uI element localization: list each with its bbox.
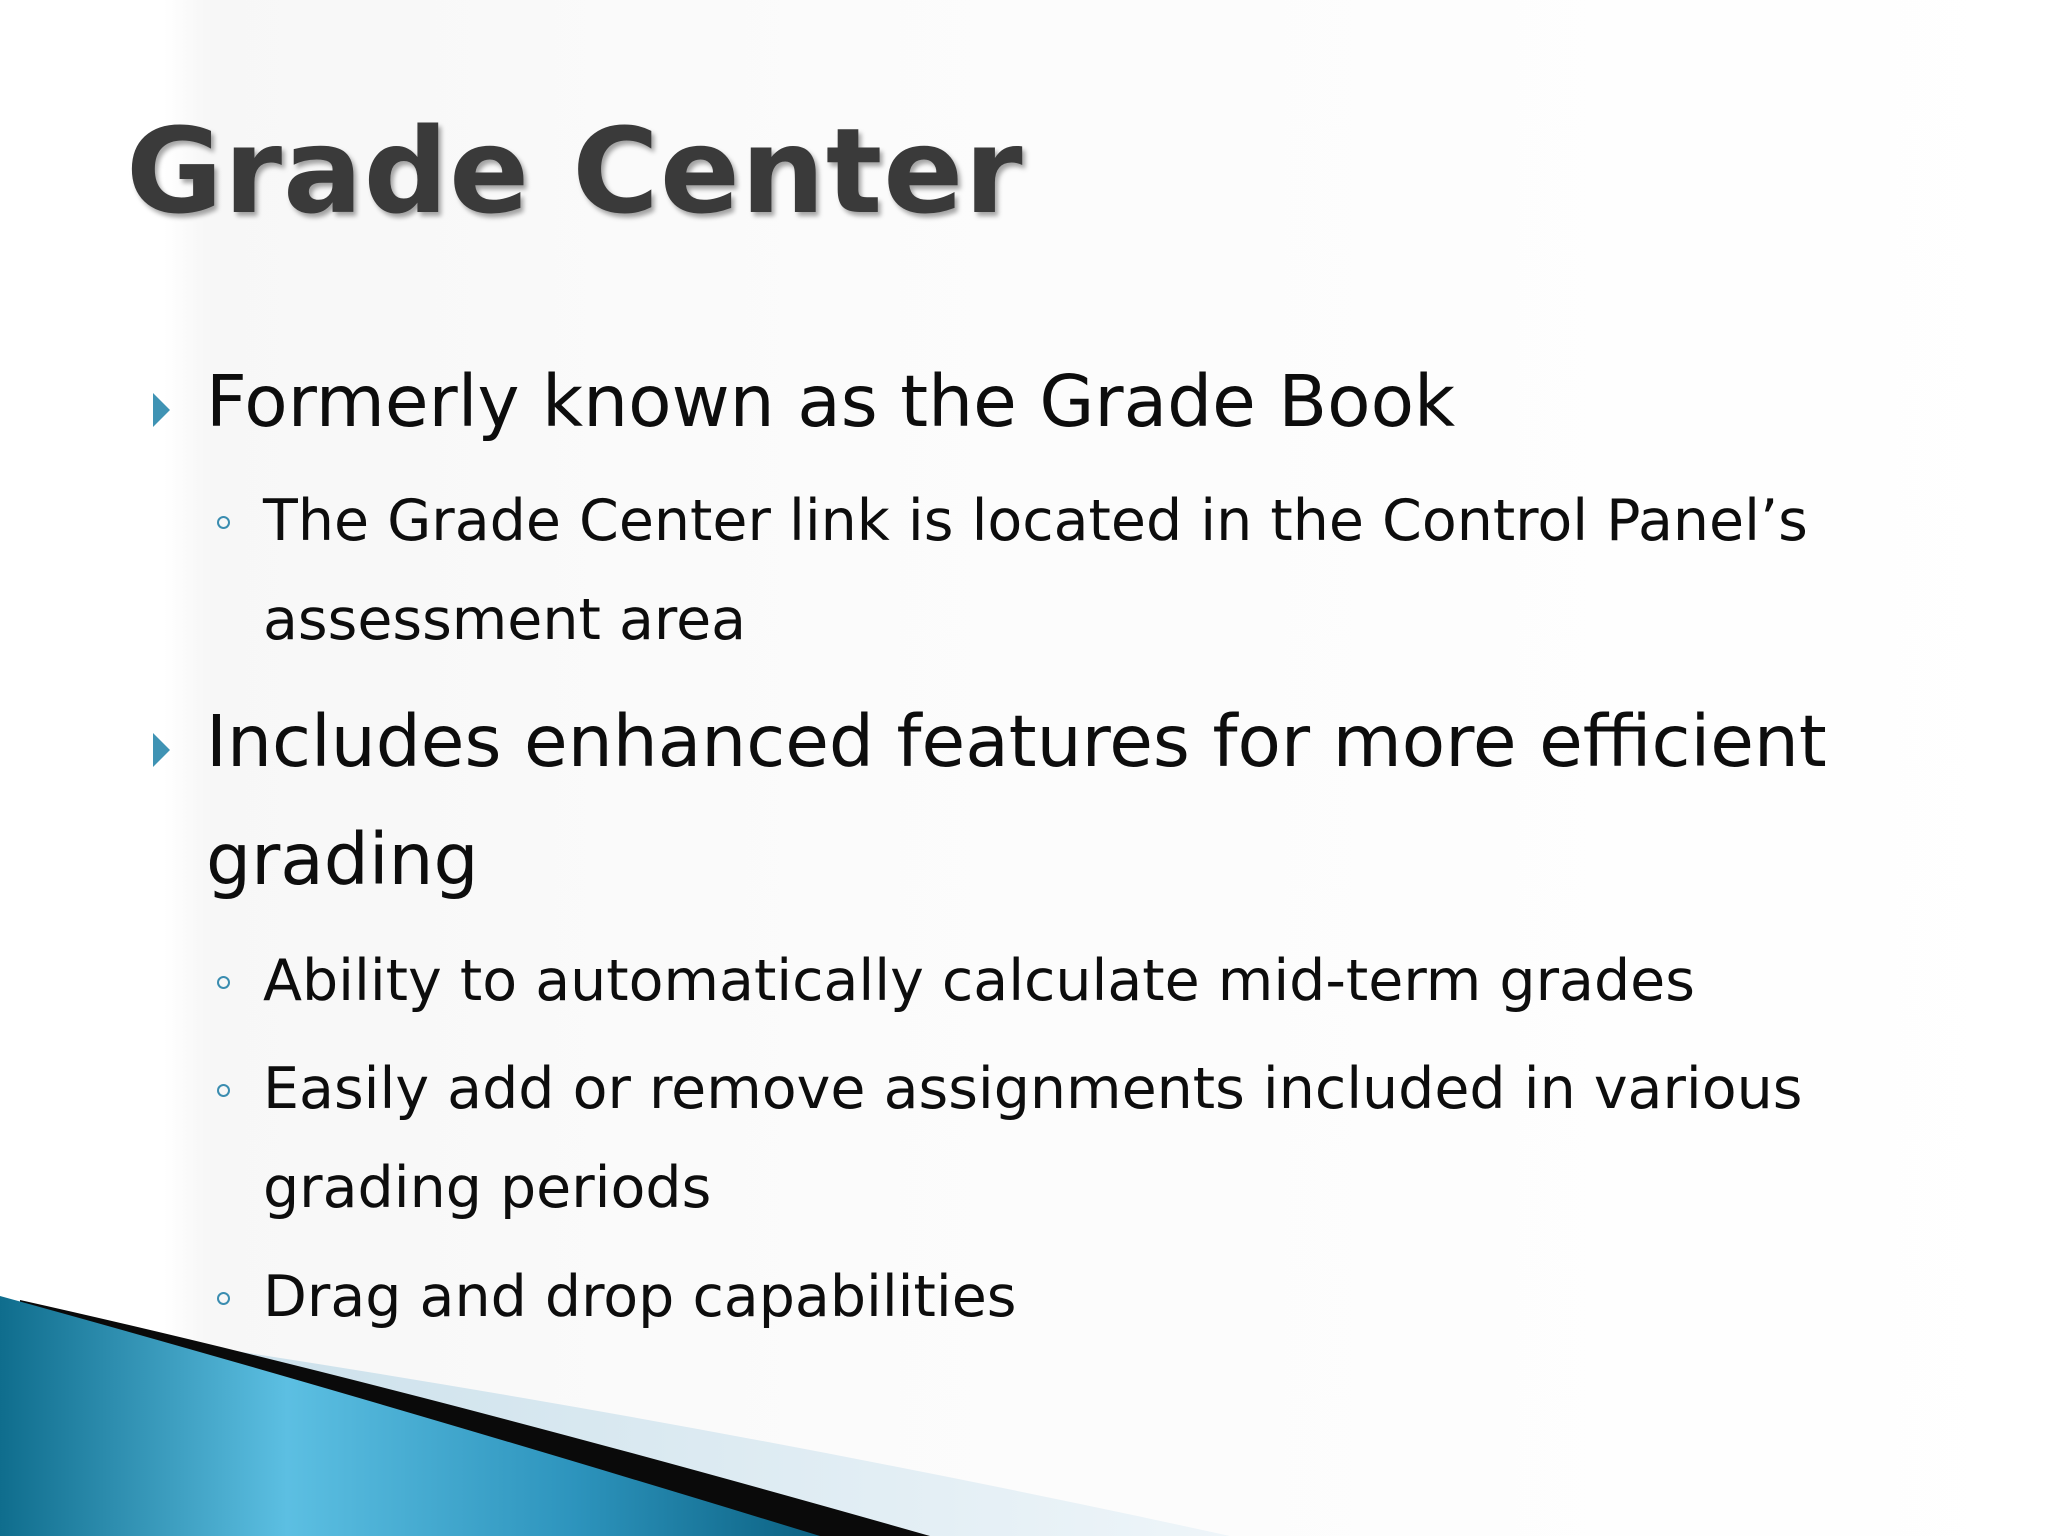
- wave-blue-band: [0, 1296, 820, 1536]
- bullet-text: Includes enhanced features for more efficient: [206, 700, 1827, 783]
- sub-bullet-ring-icon: [217, 516, 230, 529]
- sub-bullet-text-continued: grading periods: [263, 1155, 712, 1221]
- sub-bullet-ring-icon: [217, 1084, 230, 1097]
- sub-bullet-text-continued: assessment area: [263, 587, 747, 653]
- sub-bullet-text: Drag and drop capabilities: [263, 1264, 1017, 1330]
- bullet-arrow-icon: [153, 733, 170, 767]
- sub-bullet-text: Easily add or remove assignments included in various: [263, 1056, 1803, 1122]
- sub-bullet-ring-icon: [217, 1292, 230, 1305]
- slide-title: Grade Center: [126, 102, 1024, 240]
- sub-bullet-ring-icon: [217, 976, 230, 989]
- bullet-text: Formerly known as the Grade Book: [206, 360, 1456, 443]
- bullet-text-continued: grading: [206, 818, 479, 901]
- sub-bullet-text: The Grade Center link is located in the Control Panel’s: [263, 488, 1808, 554]
- sub-bullet-text: Ability to automatically calculate mid-term grades: [263, 948, 1695, 1014]
- bullet-arrow-icon: [153, 393, 170, 427]
